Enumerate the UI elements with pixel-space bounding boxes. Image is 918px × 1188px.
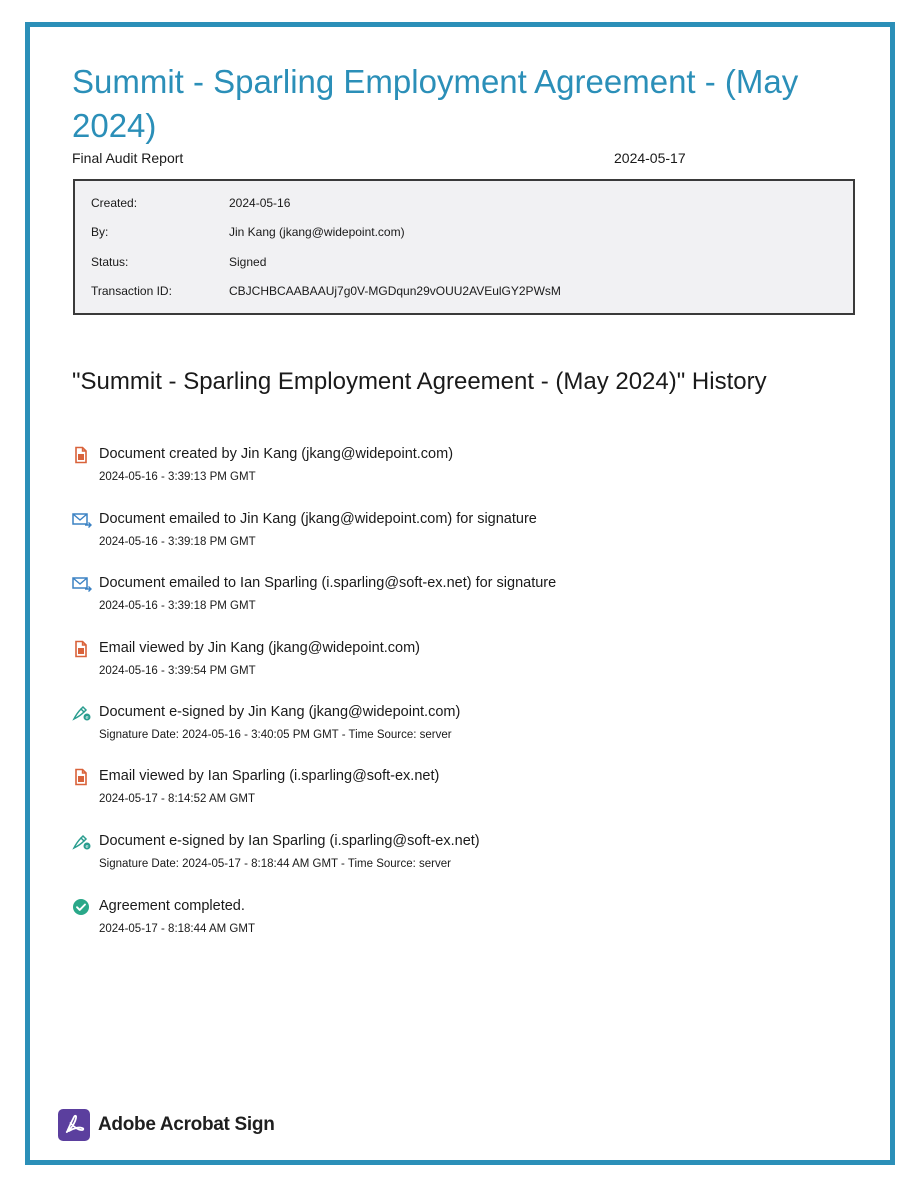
event-date: 2024-05-17 - 8:18:44 AM GMT [99,923,255,935]
by-label: By: [91,225,109,239]
event-text: Document emailed to Jin Kang (jkang@widepoint.com) for signature [99,511,537,527]
event-text: Agreement completed. [99,898,245,914]
document-icon [72,768,90,786]
created-label: Created: [91,196,138,210]
brand-name: Adobe Acrobat Sign [98,1114,275,1135]
event-date: Signature Date: 2024-05-17 - 8:18:44 AM GMT - Time Source: server [99,858,451,870]
summary-box [73,179,855,315]
event-text: Document e-signed by Jin Kang (jkang@widepoint.com) [99,704,461,720]
svg-text:e: e [85,844,89,851]
document-icon [72,640,90,658]
event-text: Document emailed to Ian Sparling (i.sparling@soft-ex.net) for signature [99,575,557,591]
document-icon [72,446,90,464]
transaction-label: Transaction ID: [91,284,172,298]
brand-footer [58,1109,318,1141]
svg-text:e: e [85,715,89,722]
event-date: 2024-05-16 - 3:39:54 PM GMT [99,665,256,677]
esign-icon [72,833,90,851]
event-date: 2024-05-17 - 8:14:52 AM GMT [99,793,255,805]
event-text: Document created by Jin Kang (jkang@widepoint.com) [99,446,454,462]
report-subtitle: Final Audit Report [72,150,184,166]
event-date: Signature Date: 2024-05-16 - 3:40:05 PM GMT - Time Source: server [99,729,452,741]
event-text: Email viewed by Ian Sparling (i.sparling@soft-ex.net) [99,768,440,784]
report-date: 2024-05-17 [614,150,686,166]
event-text: Document e-signed by Ian Sparling (i.sparling@soft-ex.net) [99,833,480,849]
event-date: 2024-05-16 - 3:39:18 PM GMT [99,600,256,612]
status-label: Status: [91,255,129,269]
history-title: "Summit - Sparling Employment Agreement - (May 2024)" History [72,368,767,395]
check-icon [72,898,90,916]
email-icon [72,511,90,529]
transaction-value: CBJCHBCAABAAUj7g0V-MGDqun29vOUU2AVEulGY2PWsM [229,284,561,298]
page-title: Summit - Sparling Employment Agreement - (May 2024) [72,63,799,144]
by-value: Jin Kang (jkang@widepoint.com) [229,225,405,239]
event-date: 2024-05-16 - 3:39:13 PM GMT [99,471,256,483]
esign-icon [72,704,90,722]
status-value: Signed [229,255,267,269]
event-date: 2024-05-16 - 3:39:18 PM GMT [99,536,256,548]
event-text: Email viewed by Jin Kang (jkang@widepoint.com) [99,640,420,656]
email-icon [72,575,90,593]
created-value: 2024-05-16 [229,196,291,210]
acrobat-logo-icon [58,1109,90,1141]
